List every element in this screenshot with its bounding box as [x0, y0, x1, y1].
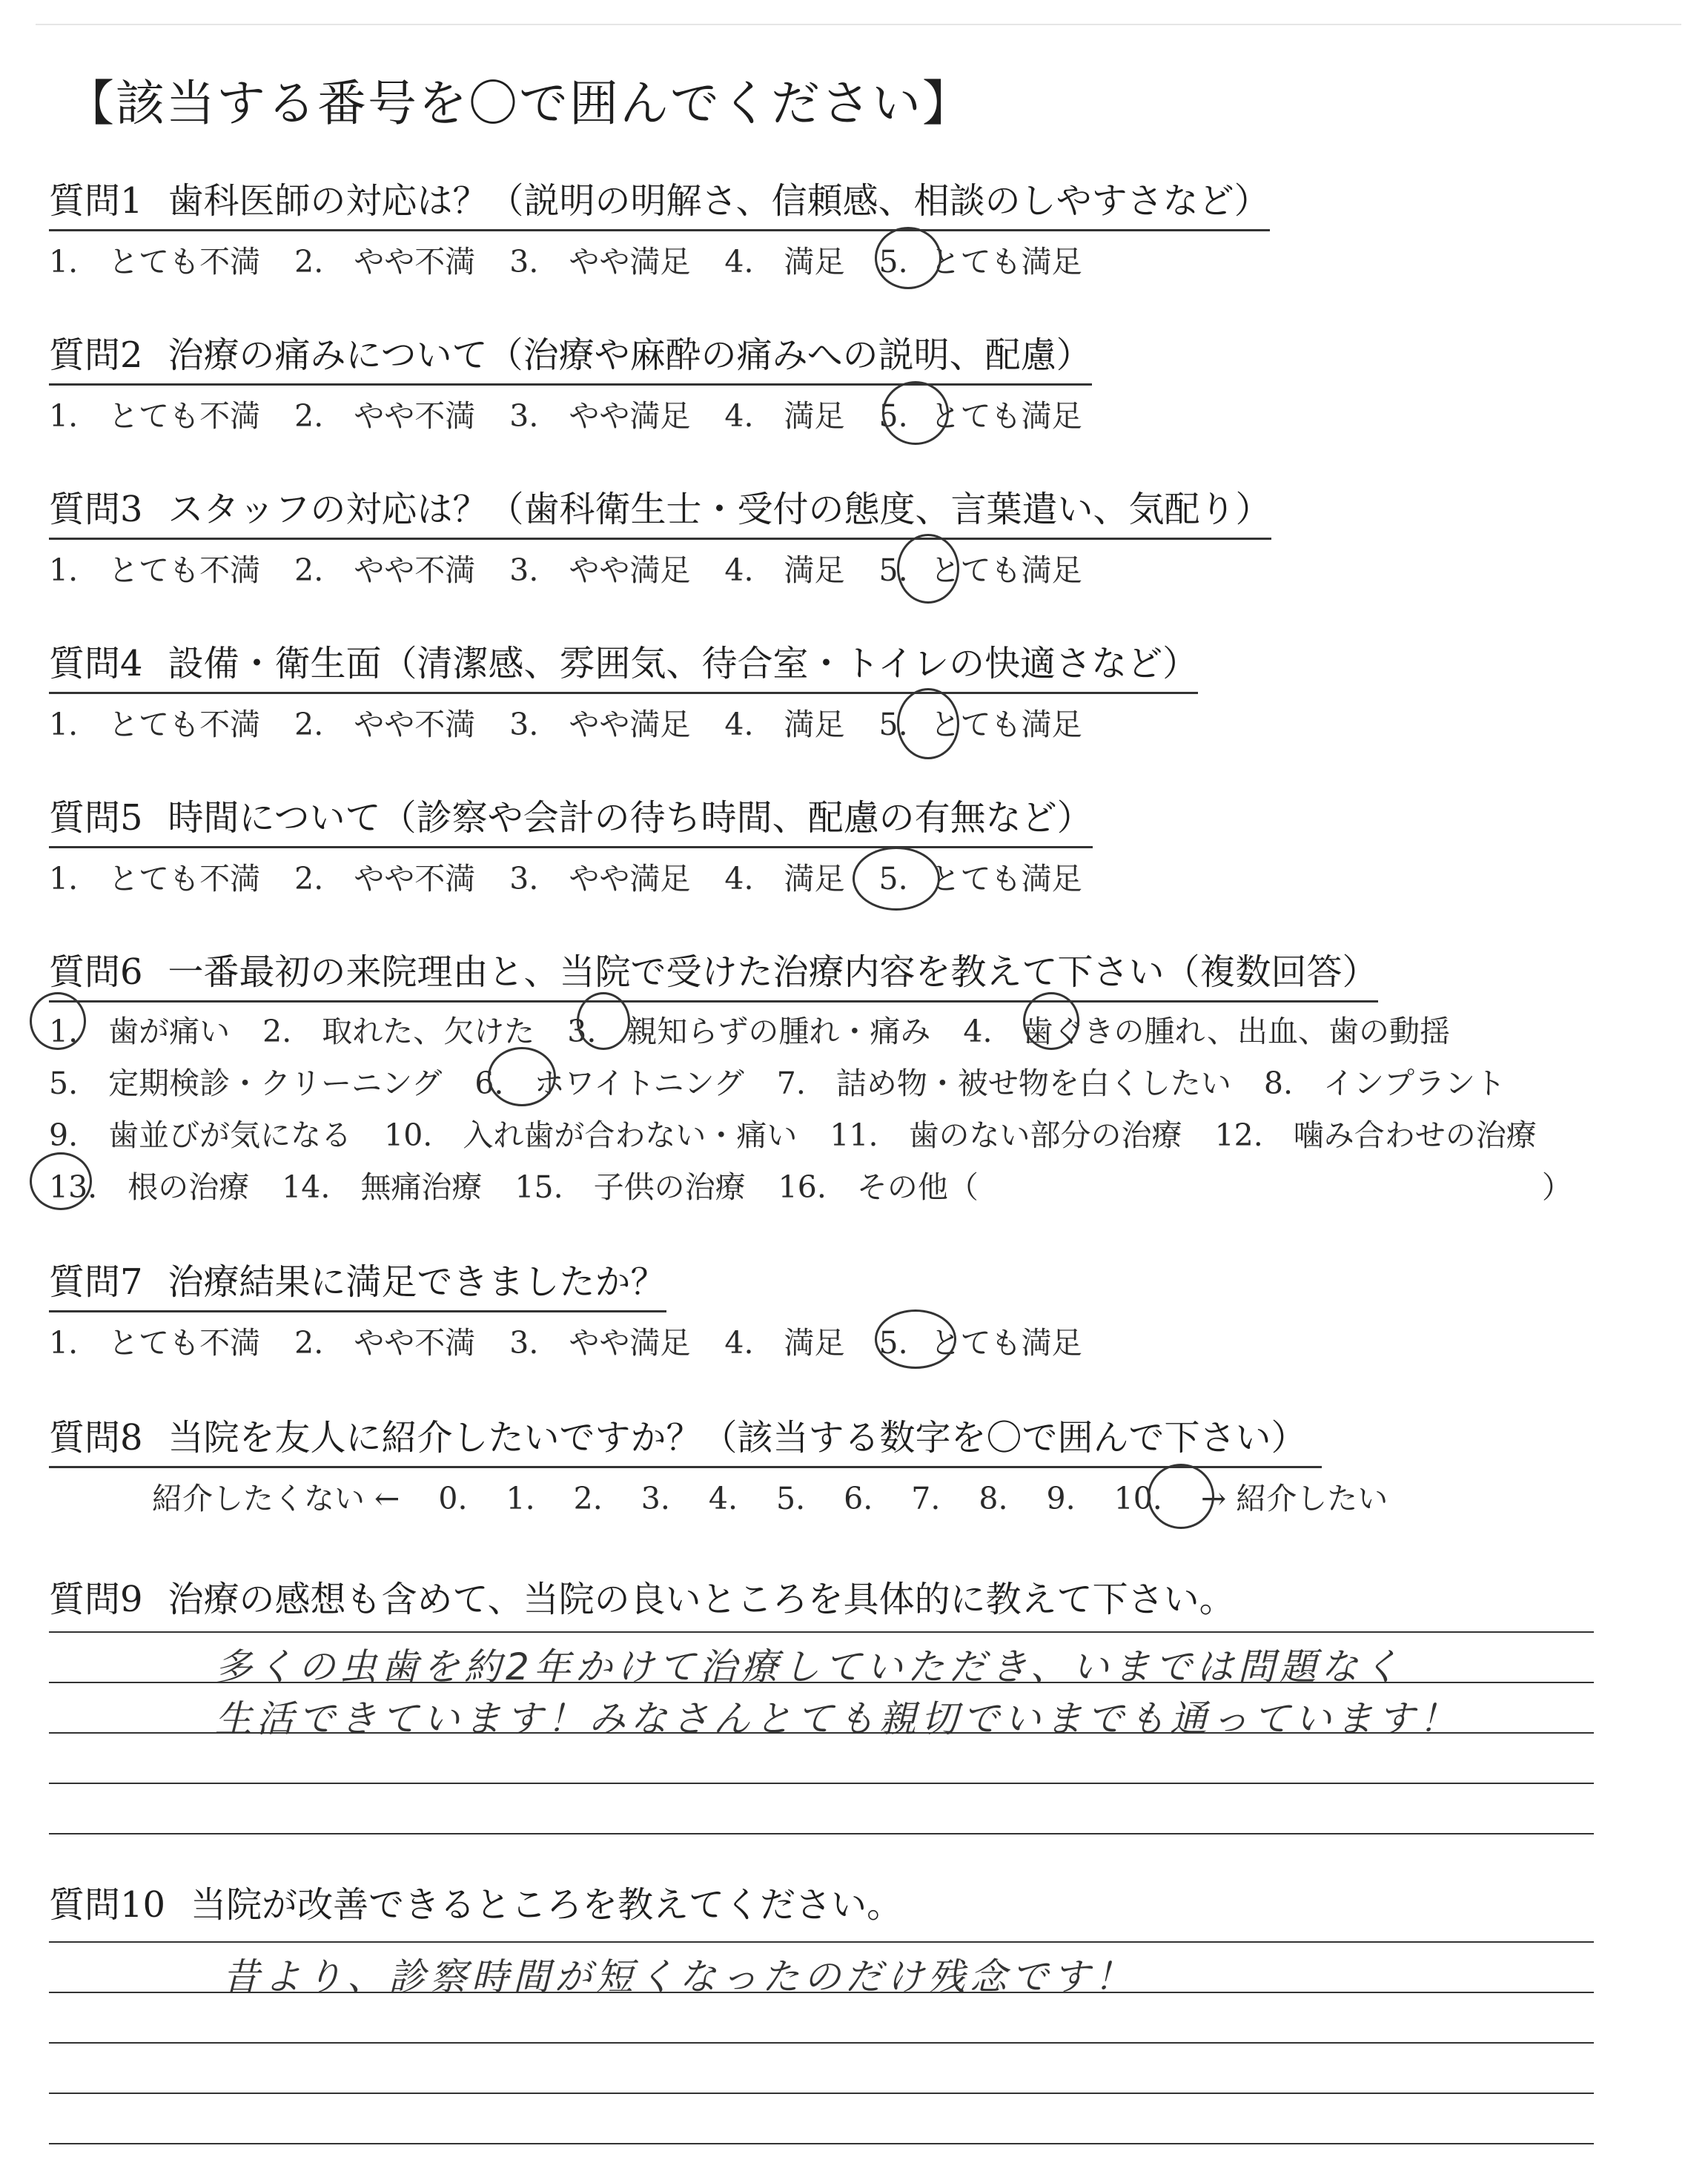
- scale-7[interactable]: 7.: [911, 1481, 941, 1516]
- reason-13-number[interactable]: 13.: [49, 1169, 98, 1205]
- question-number: 質問10: [49, 1884, 166, 1926]
- question-text: スタッフの対応は？（歯科衛生士・受付の態度、言葉遣い、気配り）: [168, 489, 1271, 530]
- selection-circle-5: [882, 381, 949, 445]
- reason-15-label[interactable]: 子供の治療: [593, 1169, 746, 1205]
- option-5-label: とても満足: [930, 1325, 1082, 1361]
- option-2[interactable]: 2. やや不満: [294, 244, 476, 280]
- selection-circle-10: [1148, 1464, 1214, 1529]
- selection-circle-6: [488, 1047, 556, 1106]
- question-text: 当院を友人に紹介したいですか？（該当する数字を〇で囲んで下さい）: [168, 1417, 1307, 1459]
- reason-options-row-3: [49, 1111, 1537, 1155]
- option-4[interactable]: 4. 満足: [724, 398, 845, 434]
- question-4-title: [49, 635, 1198, 694]
- reason-10-label[interactable]: 入れ歯が合わない・痛い: [463, 1117, 798, 1153]
- handwritten-answer-line-2[interactable]: 生活できています！みなさんとても親切でいまでも通っています！: [215, 1697, 1460, 1740]
- answer-line: [49, 2093, 1594, 2094]
- question-6-title: [49, 943, 1378, 1003]
- scale-3[interactable]: 3.: [640, 1481, 670, 1516]
- answer-line: [49, 1631, 1594, 1633]
- reason-9-number[interactable]: 9.: [49, 1117, 79, 1153]
- reason-8-number[interactable]: 8.: [1263, 1066, 1293, 1101]
- option-1[interactable]: 1. とても不満: [49, 707, 261, 742]
- reason-16-number[interactable]: 16.: [778, 1169, 827, 1205]
- option-4[interactable]: 4. 満足: [724, 244, 845, 280]
- answer-line: [49, 1833, 1594, 1834]
- answer-line: [49, 1783, 1594, 1784]
- question-text: 治療結果に満足できましたか？: [168, 1261, 666, 1303]
- option-4[interactable]: 4. 満足: [724, 707, 845, 742]
- reason-10-number[interactable]: 10.: [384, 1117, 433, 1153]
- option-1[interactable]: 1. とても不満: [49, 552, 261, 588]
- option-3[interactable]: 3. やや満足: [509, 244, 691, 280]
- option-2[interactable]: 2. やや不満: [294, 552, 476, 588]
- option-5[interactable]: 5.: [878, 861, 908, 896]
- question-10-title: [49, 1876, 902, 1933]
- question-number: 質問4: [49, 643, 143, 684]
- option-5[interactable]: 5.: [878, 552, 908, 588]
- scale-10[interactable]: 10.: [1113, 1481, 1162, 1516]
- selection-circle-5: [853, 847, 940, 911]
- question-8-title: [49, 1409, 1322, 1468]
- reason-2-label[interactable]: 取れた、欠けた: [322, 1014, 535, 1049]
- option-4[interactable]: 4. 満足: [724, 861, 845, 896]
- scale-1[interactable]: 1.: [506, 1481, 535, 1516]
- question-number: 質問2: [49, 334, 143, 376]
- reason-options-row-1: [49, 1007, 1450, 1051]
- option-2[interactable]: 2. やや不満: [294, 861, 476, 896]
- option-5[interactable]: 5.: [878, 244, 908, 280]
- reason-5-label[interactable]: 定期検診・クリーニング: [108, 1066, 443, 1101]
- scale-6[interactable]: 6.: [844, 1481, 873, 1516]
- scale-left-label: 紹介したくない ←: [152, 1481, 400, 1516]
- answer-line: [49, 2143, 1594, 2144]
- recommend-scale[interactable]: [152, 1474, 1426, 1518]
- reason-13-label[interactable]: 根の治療: [128, 1169, 250, 1205]
- option-3[interactable]: 3. やや満足: [509, 707, 691, 742]
- question-3-title: [49, 480, 1271, 540]
- question-number: 質問3: [49, 489, 143, 530]
- reason-4-number[interactable]: 4.: [963, 1014, 993, 1049]
- reason-7-number[interactable]: 7.: [776, 1066, 806, 1101]
- selection-circle-13: [30, 1152, 92, 1210]
- question-number: 質問8: [49, 1417, 143, 1459]
- reason-14-number[interactable]: 14.: [282, 1169, 331, 1205]
- reason-3-number[interactable]: 3.: [567, 1014, 597, 1049]
- reason-12-number[interactable]: 12.: [1214, 1117, 1263, 1153]
- question-9-title: [49, 1571, 1235, 1628]
- option-5-label: とても満足: [930, 861, 1082, 896]
- question-text: 治療の痛みについて（治療や麻酔の痛みへの説明、配慮）: [168, 334, 1092, 376]
- scale-0[interactable]: 0.: [438, 1481, 468, 1516]
- reason-11-label[interactable]: 歯のない部分の治療: [908, 1117, 1182, 1153]
- selection-circle-3: [577, 992, 630, 1050]
- question-number: 質問6: [49, 951, 143, 993]
- option-1[interactable]: 1. とても不満: [49, 244, 261, 280]
- reason-9-label[interactable]: 歯並びが気になる: [108, 1117, 352, 1153]
- option-4[interactable]: 4. 満足: [724, 552, 845, 588]
- question-number: 質問9: [49, 1579, 143, 1620]
- question-5-title: [49, 789, 1093, 848]
- reason-options-row-4: [49, 1163, 1572, 1206]
- option-1[interactable]: 1. とても不満: [49, 861, 261, 896]
- reason-8-label[interactable]: インプラント: [1323, 1066, 1506, 1101]
- answer-line: [49, 1941, 1594, 1943]
- scale-8[interactable]: 8.: [979, 1481, 1008, 1516]
- reason-2-number[interactable]: 2.: [262, 1014, 292, 1049]
- scale-5[interactable]: 5.: [776, 1481, 806, 1516]
- reason-6-number[interactable]: 6.: [474, 1066, 504, 1101]
- scale-9[interactable]: 9.: [1046, 1481, 1076, 1516]
- answer-line: [49, 2042, 1594, 2044]
- option-3[interactable]: 3. やや満足: [509, 1325, 691, 1361]
- question-number: 質問7: [49, 1261, 143, 1303]
- selection-circle-1: [30, 992, 86, 1050]
- option-5-label: とても満足: [930, 552, 1082, 588]
- option-4[interactable]: 4. 満足: [724, 1325, 845, 1361]
- option-1[interactable]: 1. とても不満: [49, 398, 261, 434]
- question-text: 時間について（診察や会計の待ち時間、配慮の有無など）: [168, 797, 1093, 839]
- selection-circle-4: [1023, 992, 1079, 1050]
- reason-4-label[interactable]: 歯ぐきの腫れ、出血、歯の動揺: [1022, 1014, 1450, 1049]
- option-5[interactable]: 5.: [878, 1325, 908, 1361]
- question-text: 一番最初の来院理由と、当院で受けた治療内容を教えて下さい（複数回答）: [168, 951, 1378, 993]
- top-edge-line: [36, 24, 1681, 25]
- reason-11-number[interactable]: 11.: [830, 1117, 878, 1153]
- question-number: 質問1: [49, 180, 143, 222]
- option-5-label: とても満足: [930, 707, 1082, 742]
- question-text: 歯科医師の対応は？（説明の明解さ、信頼感、相談のしやすさなど）: [168, 180, 1270, 222]
- selection-circle-5: [875, 227, 941, 289]
- option-2[interactable]: 2. やや不満: [294, 398, 476, 434]
- reason-6-label[interactable]: ホワイトニング: [534, 1066, 744, 1101]
- reason-16-label[interactable]: その他（: [856, 1169, 979, 1205]
- reason-1-number[interactable]: 1.: [49, 1014, 79, 1049]
- question-2-title: [49, 326, 1092, 386]
- option-2[interactable]: 2. やや不満: [294, 707, 476, 742]
- question-7-title: [49, 1253, 666, 1312]
- question-text: 設備・衛生面（清潔感、雰囲気、待合室・トイレの快適さなど）: [168, 643, 1199, 684]
- question-text: 治療の感想も含めて、当院の良いところを具体的に教えて下さい。: [168, 1579, 1235, 1620]
- question-number: 質問5: [49, 797, 143, 839]
- reason-14-label[interactable]: 無痛治療: [360, 1169, 483, 1205]
- option-3[interactable]: 3. やや満足: [509, 398, 691, 434]
- selection-circle-5: [897, 534, 959, 604]
- selection-circle-5: [875, 1309, 956, 1369]
- reason-12-label[interactable]: 噛み合わせの治療: [1293, 1117, 1537, 1153]
- handwritten-answer-line-1[interactable]: 多くの虫歯を約2年かけて治療していただき、いまでは問題なく: [215, 1645, 1404, 1688]
- reason-7-label[interactable]: 詰め物・被せ物を白くしたい: [835, 1066, 1231, 1101]
- page-heading: 【該当する番号を〇で囲んでください】: [65, 75, 973, 132]
- handwritten-answer-line-1[interactable]: 昔より、診察時間が短くなったのだけ残念です！: [222, 1955, 1136, 1998]
- option-1[interactable]: 1. とても不満: [49, 1325, 261, 1361]
- selection-circle-5: [897, 688, 959, 759]
- reason-15-number[interactable]: 15.: [514, 1169, 563, 1205]
- question-text: 当院が改善できるところを教えてください。: [191, 1884, 903, 1926]
- scale-4[interactable]: 4.: [708, 1481, 738, 1516]
- option-5-label: とても満足: [930, 398, 1082, 434]
- reason-3-label[interactable]: 親知らずの腫れ・痛み: [626, 1014, 931, 1049]
- option-2[interactable]: 2. やや不満: [294, 1325, 476, 1361]
- option-5-label: とても満足: [930, 244, 1082, 280]
- scale-right-label: → 紹介したい: [1200, 1481, 1388, 1516]
- scale-2[interactable]: 2.: [573, 1481, 603, 1516]
- option-5[interactable]: 5.: [878, 398, 908, 434]
- option-3[interactable]: 3. やや満足: [509, 861, 691, 896]
- question-1-title: [49, 172, 1270, 231]
- option-5[interactable]: 5.: [878, 707, 908, 742]
- reason-5-number[interactable]: 5.: [49, 1066, 79, 1101]
- reason-1-label[interactable]: 歯が痛い: [108, 1014, 231, 1049]
- reason-options-row-2: [49, 1059, 1506, 1103]
- option-3[interactable]: 3. やや満足: [509, 552, 691, 588]
- reason-16-close: ）: [1541, 1169, 1572, 1205]
